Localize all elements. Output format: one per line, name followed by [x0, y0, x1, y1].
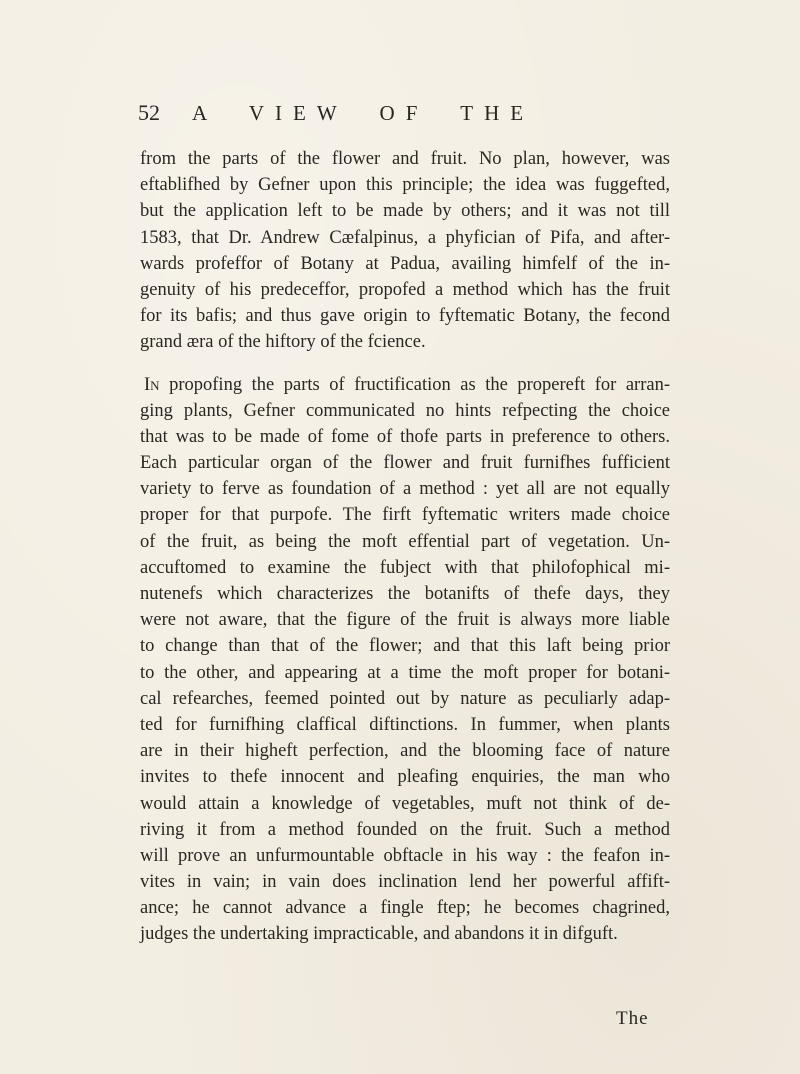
initial-word: In: [144, 374, 160, 395]
text-line: Each particular organ of the flower and fruit furnifhes fufficient: [140, 453, 670, 474]
body-text: [140, 146, 670, 948]
text-line: ging plants, Gefner communicated no hints refpecting the choice: [140, 400, 670, 421]
text-line: genuity of his predeceffor, propofed a method which has the fruit: [140, 279, 670, 300]
text-line: grand æra of the hiftory of the fcience.: [140, 332, 426, 353]
text-line: nutenefs which characterizes the botanifts of thefe days, they: [140, 584, 670, 604]
text-line: from the parts of the flower and fruit. No plan, however, was: [140, 149, 670, 169]
text-line: to the other, and appearing at a time the moft proper for botani-: [140, 662, 670, 683]
paragraph-2: [140, 372, 670, 948]
text-line: but the application left to be made by others; and it was not till: [140, 201, 670, 222]
text-line: riving it from a method founded on the fruit. Such a method: [140, 819, 670, 840]
text-line: would attain a knowledge of vegetables, muft not think of de-: [140, 793, 670, 814]
paragraph-1: [140, 146, 670, 356]
text-line: were not aware, that the figure of the fruit is always more liable: [140, 610, 670, 631]
text-line: accuftomed to examine the fubject with that philofophical mi-: [140, 557, 670, 578]
text-line: vites in vain; in vain does inclination lend her powerful affift-: [140, 872, 670, 893]
running-head: [138, 100, 678, 136]
text-line: eftablifhed by Gefner upon this principle; the idea was fuggefted,: [140, 175, 670, 196]
text-line-first: [140, 372, 670, 398]
text-line: that was to be made of fome of thofe parts in preference to others.: [140, 426, 670, 447]
text-line: cal refearches, feemed pointed out by nature as peculiarly adap-: [140, 688, 670, 709]
text-line: ance; he cannot advance a fingle ftep; he becomes chagrined,: [140, 898, 670, 919]
text-line: to change than that of the flower; and that this laft being prior: [140, 636, 670, 657]
text-line: invites to thefe innocent and pleafing enquiries, the man who: [140, 767, 670, 788]
text-line: variety to ferve as foundation of a method : yet all are not equally: [140, 479, 670, 500]
text-line: will prove an unfurmountable obftacle in his way : the feafon in-: [140, 845, 670, 866]
paragraph-gap: [140, 356, 670, 372]
text-line: for its bafis; and thus gave origin to fyftematic Botany, the fecond: [140, 306, 670, 327]
text-line: are in their higheft perfection, and the blooming face of nature: [140, 741, 670, 762]
text-line: ted for furnifhing claffical diftinctions. In fummer, when plants: [140, 714, 670, 735]
text-line: wards profeffor of Botany at Padua, availing himfelf of the in-: [140, 253, 670, 274]
page-number: 52: [138, 100, 160, 125]
catchword: The: [616, 1008, 649, 1029]
running-title: A VIEW OF THE: [192, 101, 535, 125]
text-line: 1583, that Dr. Andrew Cæfalpinus, a phyfician of Pifa, and after-: [140, 227, 670, 248]
text-line: judges the undertaking impracticable, and abandons it in difguft.: [140, 924, 618, 945]
text-line: proper for that purpofe. The firft fyftematic writers made choice: [140, 505, 670, 526]
text-line: of the fruit, as being the moft effential part of vegetation. Un-: [140, 531, 670, 552]
text-line-rest: propofing the parts of fructification as the propereft for arran-: [159, 374, 670, 395]
